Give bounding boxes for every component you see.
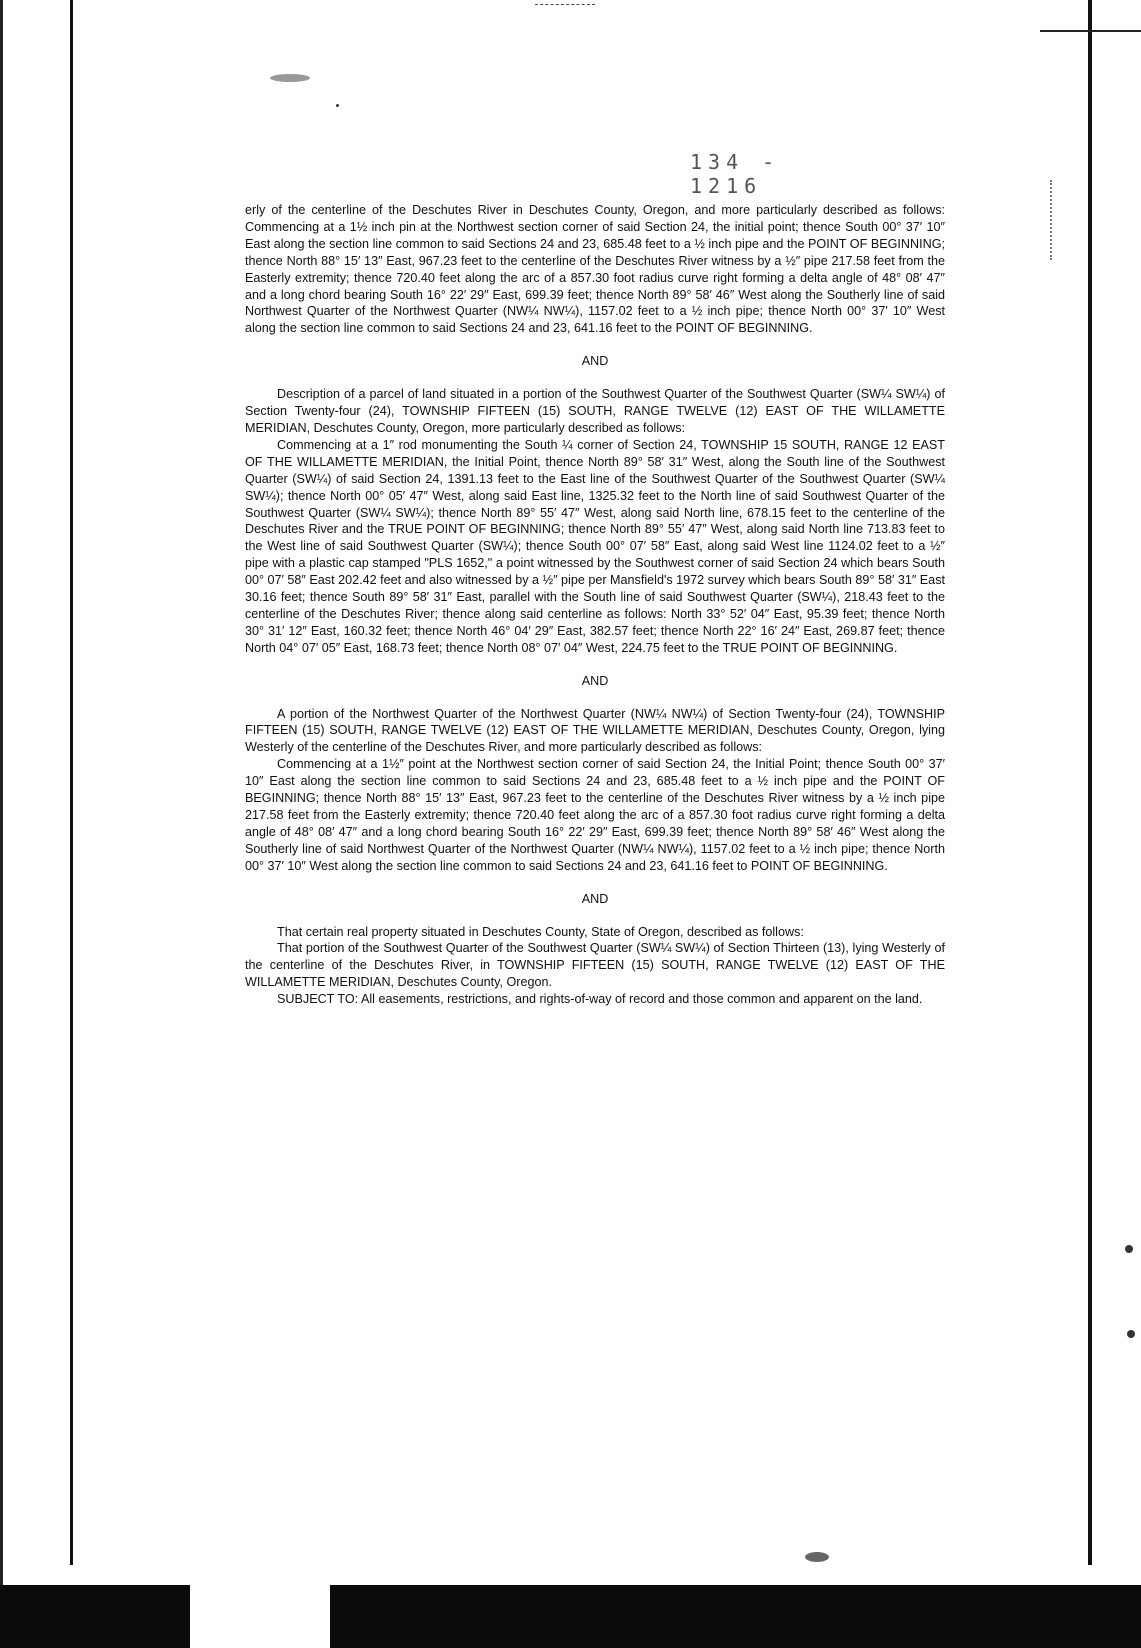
separator-and: AND	[581, 354, 609, 369]
scan-edge-left	[70, 0, 73, 1565]
scan-top-mark	[535, 4, 595, 11]
separator-and: AND	[581, 673, 609, 688]
scan-bottom-gap	[190, 1585, 330, 1648]
scan-edge-right	[1088, 0, 1092, 1565]
scan-edge-left-outer	[0, 0, 3, 1648]
scan-speck	[1125, 1245, 1133, 1253]
scan-dotted-mark	[1050, 180, 1055, 260]
paragraph-tract-1-continued: erly of the centerline of the Deschutes River in Deschutes County, Oregon, and more particularly described as follows: Commencing at a 1½ inch pin at the Northwest section corner of said Section 24, the initial point; thence South 00° 37′ 10″ East along the section line common to said Sections 24 and 23, 685.48 feet to a ½ inch pipe and the POINT OF BEGINNING; thence North 88° 15′ 13″ East, 967.23 feet to the centerline of the Deschutes River witness by a ½″ pipe 217.58 feet from the Easterly extremity; thence 720.40 feet along the arc of a 857.30 foot radius curve right forming a delta angle of 48° 08′ 47″ and a long chord bearing South 16° 22′ 29″ East, 699.39 feet; thence North 89° 58′ 46″ West along the Southerly line of said Northwest Quarter of the Northwest Quarter (NW¼ NW¼), 1157.02 feet to a ½ inch pipe; thence North 00° 37′ 10″ West along the section line common to said Sections 24 and 23, 641.16 feet to the POINT OF BEGINNING.	[245, 203, 945, 336]
paragraph-tract-2-intro: Description of a parcel of land situated in a portion of the Southwest Quarter of the Southwest Quarter (SW¼ SW¼) of Section Twenty-four (24), TOWNSHIP FIFTEEN (15) SOUTH, RANGE TWELVE (12) EAST OF THE WILLAMETTE MERIDIAN, Deschutes County, Oregon, more particularly described as follows:	[245, 387, 945, 435]
paragraph-tract-2-description: Commencing at a 1″ rod monumenting the South ¼ corner of Section 24, TOWNSHIP 15 SOUTH, RANGE 12 EAST OF THE WILLAMETTE MERIDIAN, the Initial Point, thence North 89° 58′ 31″ West, along the South line of the Southwest Quarter (SW¼) of said Section 24, 1391.13 feet to the East line of the Southwest Quarter of the Southwest Quarter (SW¼ SW¼); thence North 00° 05′ 47″ West, along said East line, 1325.32 feet to the North line of said Southwest Quarter of the Southwest Quarter (SW¼ SW¼); thence North 89° 55′ 47″ West, along said North line, 678.15 feet to the centerline of the Deschutes River and the TRUE POINT OF BEGINNING; thence North 89° 55′ 47″ West, along said North line 713.83 feet to the West line of said Southwest Quarter (SW¼); thence South 00° 07′ 58″ East, along said West line 1124.02 feet to a ½″ pipe with a plastic cap stamped "PLS 1652," a point witnessed by the Southwest corner of said Section 24 which bears South 00° 07′ 58″ East 202.42 feet and also witnessed by a ½″ pipe per Mansfield's 1972 survey which bears South 89° 58′ 31″ East 30.16 feet; thence South 89° 58′ 31″ East, parallel with the South line of said Southwest Quarter (SW¼), 218.43 feet to the centerline of the Deschutes River; thence along said centerline as follows: North 33° 52′ 04″ East, 95.39 feet; thence North 30° 31′ 12″ East, 160.32 feet; thence North 46° 04′ 29″ East, 382.57 feet; thence North 22° 16′ 24″ East, 269.87 feet; thence North 04° 07′ 05″ East, 168.73 feet; thence North 08° 07′ 04″ West, 224.75 feet to the TRUE POINT OF BEGINNING.	[245, 437, 945, 655]
paragraph-tract-3-intro: A portion of the Northwest Quarter of the Northwest Quarter (NW¼ NW¼) of Section Twenty-four (24), TOWNSHIP FIFTEEN (15) SOUTH, RANGE TWELVE (12) EAST OF THE WILLAMETTE MERIDIAN, Deschutes County, Oregon, lying Westerly of the centerline of the Deschutes River, and more particularly described as follows:	[245, 706, 945, 755]
separator-and: AND	[581, 891, 609, 906]
scan-bottom-bar	[0, 1585, 1141, 1648]
paragraph-tract-4-intro: That certain real property situated in Deschutes County, State of Oregon, described as follows:	[277, 924, 804, 939]
paragraph-tract-4-description: That portion of the Southwest Quarter of the Southwest Quarter (SW¼ SW¼) of Section Thirteen (13), lying Westerly of the centerline of the Deschutes River, in TOWNSHIP FIFTEEN (15) SOUTH, RANGE TWELVE (12) EAST OF THE WILLAMETTE MERIDIAN, Deschutes County, Oregon.	[245, 941, 945, 990]
scan-speck	[805, 1552, 829, 1562]
scan-speck	[336, 104, 339, 107]
paragraph-subject-to: SUBJECT TO: All easements, restrictions, and rights-of-way of record and those common and apparent on the land.	[277, 992, 923, 1007]
scan-speck	[270, 74, 310, 82]
scan-right-mark	[1040, 30, 1141, 40]
document-number: 134 - 1216	[690, 150, 781, 198]
legal-description	[245, 202, 945, 1008]
scan-speck	[1127, 1330, 1135, 1338]
paragraph-tract-3-description: Commencing at a 1½″ point at the Northwest section corner of said Section 24, the Initial Point; thence South 00° 37′ 10″ East along the section line common to said Sections 24 and 23, 685.48 feet to a ½ inch pipe and the POINT OF BEGINNING; thence North 88° 15′ 13″ East, 967.23 feet to the centerline of the Deschutes River witness by a ½ inch pipe 217.58 feet from the Easterly extremity; thence 720.40 feet along the arc of a 857.30 foot radius curve right forming a delta angle of 48° 08′ 47″ and a long chord bearing South 16° 22′ 29″ East, 699.39 feet; thence North 89° 58′ 46″ West along the Southerly line of said Northwest Quarter of the Northwest Quarter (NW¼ NW¼), 1157.02 feet to a ½ inch pipe; thence North 00° 37′ 10″ West along the section line common to said Sections 24 and 23, 641.16 feet to POINT OF BEGINNING.	[245, 757, 945, 873]
